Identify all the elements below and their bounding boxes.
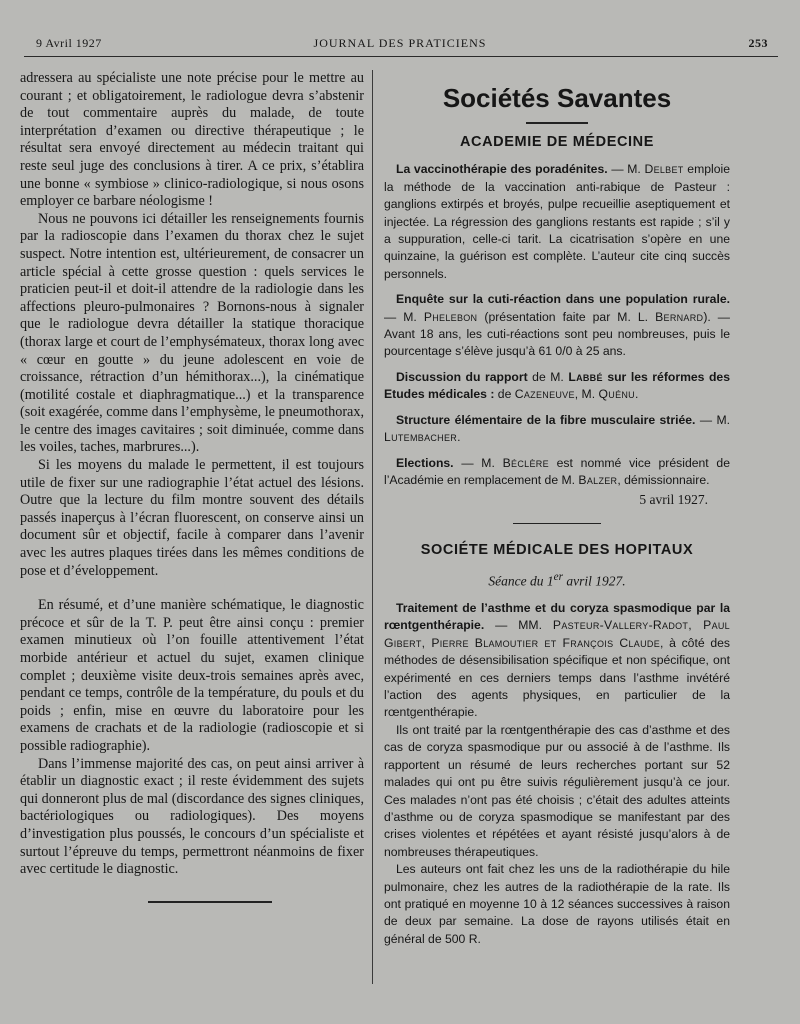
academie-item-structure: Structure élémentaire de la fibre musculaire striée. — M. Lutembacher. <box>384 412 730 445</box>
header-rule <box>24 56 778 57</box>
issue-date: 9 Avril 1927 <box>36 36 102 50</box>
academie-heading: ACADEMIE DE MÉDECINE <box>459 134 655 150</box>
academie-item-discussion: Discussion du rapport de M. Labbé sur les réformes des Etudes médicales : de Cazeneuve, M. Quénu. <box>384 369 730 402</box>
paragraph: Ils ont traité par la rœntgenthérapie des cas d’asthme et des cas de coryza spasmodique pur ou associé à de l’asthme. Ils rapportent un résumé de leurs recherches portant sur 52 malades qui ont pu être suivis régulièrement jusqu’à ce jour. Ces malades n’ont pas été choisis ; c’était des adultes atteints d’asthme ou de coryza spasmodique se manifestant par des crises violentes et répétées et ayant résisté jusqu’alors à de nombreuses thérapeutiques. <box>384 722 730 859</box>
paragraph: Si les moyens du malade le permettent, il est toujours utile de fixer sur une radiographie l’état actuel des lésions. Outre que la lecture du film montre souvent des détails passés inaperçus à l’écran fluorescent, on conserve ainsi un document sûr et objectif, facile à comparer dans l’avenir avec les autres plaques tirées dans les mêmes conditions de pose et d’éveloppement. <box>20 457 364 579</box>
right-column <box>384 76 730 948</box>
paragraph: En résumé, et d’une manière schématique, le diagnostic précoce et sûr de la T. P. peut être ainsi conçu : premier examen minutieux où l’on fouille attentivement l’état morbide antérieur et actuel du sujet, examen clinique complet ; deuxième visite deux-trois semaines après avec, pendant ce temps, contrôle de la température, du pouls et du poids ; enfin, mise en œuvre du laboratoire pour les examens de crachats et de la radiologie (radioscopie et si possible radiographie). <box>20 597 364 754</box>
paragraph: adressera au spécialiste une note précise pour le mettre au courant ; et obligatoirement, le radiologue devra s’abstenir de tout commentaire auprès du malade, de toute interprétation d’examen ou directive thérapeutique ; le résultat sera envoyé directement au médecin traitant qui reste seul juge des conclusions à tirer. A ce prix, s’établira une bonne « symbiose » clinico-radiologique, si nous osons employer ce barbare néologisme ! <box>20 70 364 210</box>
section-divider <box>513 523 601 524</box>
seance-date: Séance du 1er avril 1927. <box>488 571 626 589</box>
academie-item-cuti-reaction: Enquête sur la cuti-réaction dans une population rurale. — M. Phelebon (présentation faite par M. L. Bernard). — Avant 18 ans, les cuti-réactions sont peu nombreuses, puis le pourcentage s’élève jusqu’à 61 0/0 à 25 ans. <box>384 292 730 359</box>
hopitaux-item-asthme: Traitement de l’asthme et du coryza spasmodique par la rœntgenthérapie. — MM. Pasteur-Vallery-Radot, Paul Gibert, Pierre Blamoutier et François Claude, à côté des méthodes de désensibilisation spécifique et non spécifique, ont expérimenté en ces derniers temps dans l’asthme invétéré l’action des agents physiques, en particulier de la rœntgenthérapie. <box>384 601 730 720</box>
hopitaux-heading: SOCIÉTE MÉDICALE DES HOPITAUX <box>420 541 694 558</box>
academie-item-elections: Elections. — M. Béclère est nommé vice président de l’Académie en remplacement de M. Balzer, démissionnaire. <box>384 455 730 487</box>
academie-date: 5 avril 1927. <box>639 492 708 508</box>
left-column <box>20 70 364 903</box>
page-number: 253 <box>748 36 768 50</box>
journal-title: JOURNAL DES PRATICIENS <box>313 36 487 50</box>
paragraph: Nous ne pouvons ici détailler les renseignements fournis par la radioscopie dans l’examen du thorax chez le sujet suspect. Notre intention est, ultérieurement, de consacrer un article spécial à cette grosse question : quels services le praticien peut-il et doit-il attendre de la radiologie dans les affections pleuro-pulmonaires ? Bornons-nous à signaler que le radiologue devra détailler la statique thoracique (thorax large et court de l’emphysémateux, thorax long avec « cœur en goutte » du jeune adolescent en voie de croissance, rétraction d’un hémithorax...), la cinématique (motilité costale et diaphragmatique...) et la transparence (soit exagérée, comme dans l’emphysème, le pneumothorax, le centre des images cavitaires ; soit diminuée, comme dans les voiles, taches, marbrures...). <box>20 210 364 456</box>
column-divider <box>372 70 373 984</box>
academie-item-vaccinotherapie: La vaccinothérapie des poradénites. — M. Delbet emploie la méthode de la vaccination anti-rabique de Pasteur : ganglions extirpés et broyés, pulpe recueillie aseptiquement et injectée. La régression des ganglions restants est rapide ; s’il y a suppuration, celle-ci tarit. La cicatrisation s’opère en une quinzaine, la guérison est complète. L’auteur cite cinq succès personnels. <box>384 162 730 281</box>
section-title: Sociétés Savantes <box>442 83 672 113</box>
paragraph: Les auteurs ont fait chez les uns de la radiothérapie du hile pulmonaire, chez les autres de la radiothérapie de la rate. Ils ont pratiqué en moyenne 10 à 12 séances successives à raison de deux par semaine. La dose de rayons utilisés était en général de 500 R. <box>384 862 730 946</box>
article-end-rule <box>148 901 272 903</box>
running-header <box>30 36 770 54</box>
paragraph: Dans l’immense majorité des cas, on peut ainsi arriver à établir un diagnostic exact ; il reste évidemment des sujets qui donneront plus de mal (discordance des signes cliniques, bactériologiques ou radiologiques). Des moyens d’investigation plus poussés, le concours d’un spécialiste et surtout l’épreuve du temps, permettront néanmoins de fixer avec certitude le diagnostic. <box>20 755 364 878</box>
title-rule <box>526 122 588 124</box>
